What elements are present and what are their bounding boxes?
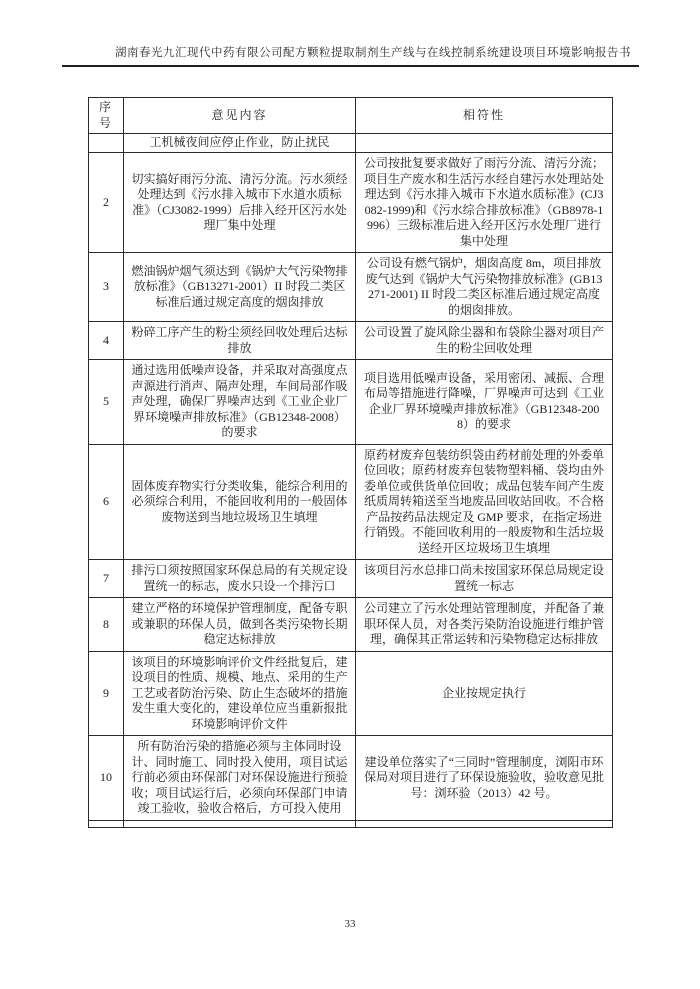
row-no-cell: 10 — [89, 736, 124, 821]
conformity-cell: 项目选用低噪声设备，采用密闭、减振、合理布局等措施进行降噪，厂界噪声可达到《工业企业厂界环境噪声排放标准》（GB12348-2008）的要求 — [356, 360, 613, 445]
table-row — [89, 560, 613, 598]
opinion-cell — [124, 820, 356, 827]
opinion-cell: 排污口须按照国家环保总局的有关规定设置统一的标志，废水只设一个排污口 — [124, 560, 356, 598]
table-row — [89, 736, 613, 821]
row-no-cell: 5 — [89, 360, 124, 445]
table-row — [89, 444, 613, 560]
opinion-cell: 粉碎工序产生的粉尘须经回收处理后达标排放 — [124, 322, 356, 360]
conformity-cell — [356, 134, 613, 153]
table-row — [89, 598, 613, 652]
table-row — [89, 820, 613, 827]
compliance-review-table — [88, 97, 613, 828]
row-no-cell: 2 — [89, 153, 124, 253]
opinion-cell: 该项目的环境影响评价文件经批复后，建设项目的性质、规模、地点、采用的生产工艺或者防治污染、防止生态破坏的措施发生重大变化的，建设单位应当重新报批环境影响评价文件 — [124, 651, 356, 736]
running-header: 湖南春光九汇现代中药有限公司配方颗粒提取制剂生产线与在线控制系统建设项目环境影响报告书 — [62, 44, 639, 67]
conformity-cell: 企业按规定执行 — [356, 651, 613, 736]
table-row — [89, 134, 613, 153]
table-row — [89, 651, 613, 736]
opinion-cell: 切实搞好雨污分流、清污分流。污水须经处理达到《污水排入城市下水道水质标准》（CJ3082-1999）后排入经开区污水处理厂集中处理 — [124, 153, 356, 253]
page-number: 33 — [344, 918, 356, 930]
conformity-cell — [356, 820, 613, 827]
row-no-cell: 4 — [89, 322, 124, 360]
column-header-opinion: 意见内容 — [124, 98, 356, 134]
column-header-conformity: 相符性 — [356, 98, 613, 134]
row-no-cell: 7 — [89, 560, 124, 598]
row-no-cell: 8 — [89, 598, 124, 652]
row-no-cell — [89, 820, 124, 827]
row-no-cell: 3 — [89, 253, 124, 322]
conformity-cell: 公司按批复要求做好了雨污分流、清污分流；项目生产废水和生活污水经自建污水处理站处理达到《污水排入城市下水道水质标准》(CJ3082-1999)和《污水综合排放标准》（GB8978-1996）三级标准后进入经开区污水处理厂进行集中处理 — [356, 153, 613, 253]
table-row — [89, 360, 613, 445]
conformity-cell: 公司建立了污水处理站管理制度，并配备了兼职环保人员，对各类污染防治设施进行维护管理，确保其正常运转和污染物稳定达标排放 — [356, 598, 613, 652]
conformity-cell: 公司设有燃气锅炉，烟囱高度 8m，项目排放废气达到《锅炉大气污染物排放标准》(GB13271-2001) II 时段二类区标准后通过规定高度的烟囱排放。 — [356, 253, 613, 322]
opinion-cell: 固体废弃物实行分类收集，能综合利用的必须综合利用，不能回收利用的一般固体废物送到当地垃圾场卫生填埋 — [124, 444, 356, 560]
column-header-no: 序号 — [89, 98, 124, 134]
opinion-cell: 工机械夜间应停止作业，防止扰民 — [124, 134, 356, 153]
table-row — [89, 153, 613, 253]
conformity-cell: 公司设置了旋风除尘器和布袋除尘器对项目产生的粉尘回收处理 — [356, 322, 613, 360]
opinion-cell: 通过选用低噪声设备，并采取对高强度点声源进行消声、隔声处理，车间局部作吸声处理，确保厂界噪声达到《工业企业厂界环境噪声排放标准》（GB12348-2008）的要求 — [124, 360, 356, 445]
opinion-cell: 建立严格的环境保护管理制度，配备专职或兼职的环保人员，做到各类污染物长期稳定达标排放 — [124, 598, 356, 652]
row-no-cell: 6 — [89, 444, 124, 560]
opinion-cell: 燃油锅炉烟气须达到《锅炉大气污染物排放标准》（GB13271-2001）II 时段二类区标准后通过规定高度的烟囱排放 — [124, 253, 356, 322]
table-row — [89, 253, 613, 322]
table-header-row — [89, 98, 613, 134]
conformity-cell: 建设单位落实了“三同时”管理制度，浏阳市环保局对项目进行了环保设施验收，验收意见批号：浏环验（2013）42 号。 — [356, 736, 613, 821]
conformity-cell: 原药材废弃包装纺织袋由药材前处理的外委单位回收；原药材废弃包装物塑料桶、袋均由外委单位或供货单位回收；成品包装车间产生废纸质周转箱送至当地废品回收站回收。不合格产品按药品法规定及 GMP 要求，在指定场进行销毁。不能回收利用的一般废物和生活垃圾送经开区垃圾场卫生填埋 — [356, 444, 613, 560]
row-no-cell — [89, 134, 124, 153]
table-row — [89, 322, 613, 360]
row-no-cell: 9 — [89, 651, 124, 736]
opinion-cell: 所有防治污染的措施必须与主体同时设计、同时施工、同时投入使用，项目试运行前必须由环保部门对环保设施进行预验收；项目试运行后，必须向环保部门申请竣工验收，验收合格后，方可投入使用 — [124, 736, 356, 821]
conformity-cell: 该项目污水总排口尚未按国家环保总局规定设置统一标志 — [356, 560, 613, 598]
